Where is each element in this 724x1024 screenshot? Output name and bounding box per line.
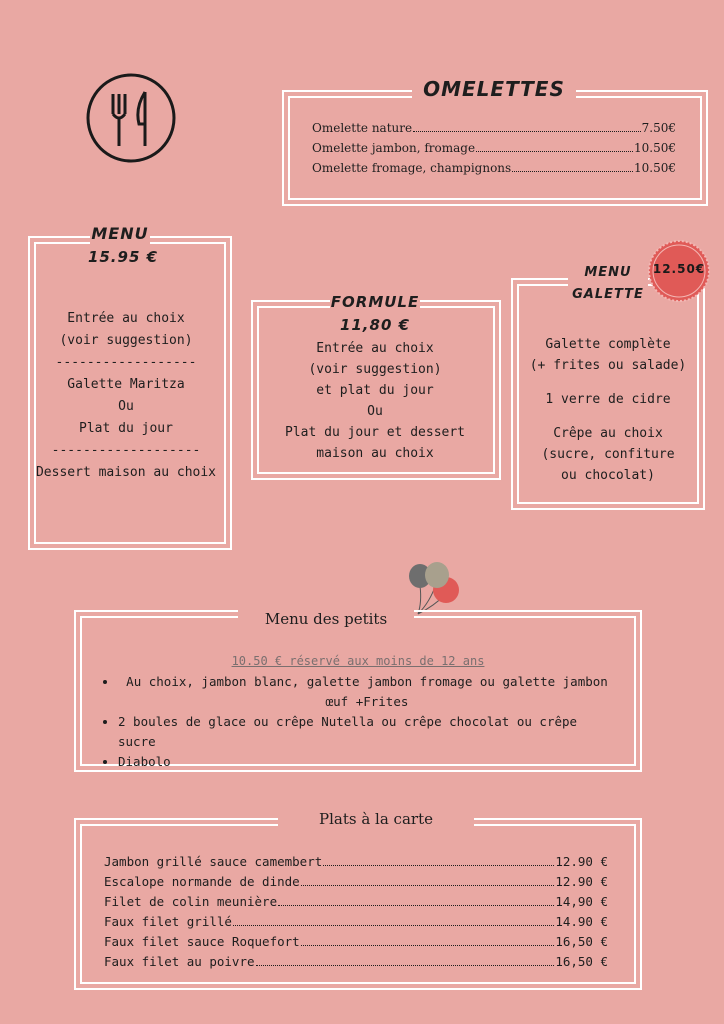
list-item: • Diabolo xyxy=(118,752,616,772)
dot-leader xyxy=(301,872,555,886)
item-name: Jambon grillé sauce camembert xyxy=(104,854,323,869)
item-price: 12.90 € xyxy=(555,854,608,869)
text-line: Ou xyxy=(367,404,383,419)
text-line: Dessert maison au choix xyxy=(35,465,216,480)
text-line xyxy=(520,410,696,423)
kids-list xyxy=(96,672,616,772)
text-line: (+ frites ou salade) xyxy=(529,358,687,373)
menu-body xyxy=(34,308,218,484)
item-name: Faux filet grillé xyxy=(104,914,232,929)
fork-knife-icon xyxy=(85,72,177,164)
text-line: Plat du jour xyxy=(79,421,173,436)
price-row xyxy=(104,912,608,932)
text-line: Crêpe au choix xyxy=(553,426,663,441)
list-item: • 2 boules de glace ou crêpe Nutella ou crêpe chocolat ou crêpe sucre xyxy=(118,712,616,752)
item-name: Filet de colin meunière xyxy=(104,894,278,909)
item-price: 16,50 € xyxy=(555,954,608,969)
item-price: 12.90 € xyxy=(555,874,608,889)
item-price: 10.50€ xyxy=(634,141,676,155)
text-line: (voir suggestion) xyxy=(59,333,193,348)
list-item: • Au choix, jambon blanc, galette jambon fromage ou galette jambon œuf +Frites xyxy=(118,672,616,712)
text-line: et plat du jour xyxy=(316,383,434,398)
item-name: Omelette nature xyxy=(312,121,413,135)
price-row xyxy=(312,158,676,178)
item-price: 7.50€ xyxy=(641,121,676,135)
item-name: Faux filet sauce Roquefort xyxy=(104,934,300,949)
dot-leader xyxy=(323,852,554,866)
dot-leader xyxy=(512,158,633,172)
dot-leader xyxy=(278,892,554,906)
price-row xyxy=(104,952,608,972)
dot-leader xyxy=(413,118,641,132)
price-row xyxy=(104,852,608,872)
text-line: 1 verre de cidre xyxy=(545,392,671,407)
galette-title xyxy=(568,262,648,306)
carte-list xyxy=(104,852,608,972)
text-line: Ou xyxy=(118,399,134,414)
item-name: Omelette fromage, champignons xyxy=(312,161,512,175)
price-row xyxy=(104,892,608,912)
galette-title-line1: MENU xyxy=(584,265,632,280)
galette-title-line2: GALETTE xyxy=(572,287,644,302)
item-price: 14,90 € xyxy=(555,894,608,909)
text-line xyxy=(520,376,696,389)
text-line: Galette complète xyxy=(545,337,671,352)
item-price: 14.90 € xyxy=(555,914,608,929)
kids-subtitle: 10.50 € réservé aux moins de 12 ans xyxy=(231,654,485,668)
dot-leader xyxy=(256,952,555,966)
text-line: Plat du jour et dessert xyxy=(284,425,465,440)
item-name: Faux filet au poivre xyxy=(104,954,255,969)
price-row xyxy=(312,118,676,138)
text-line: (voir suggestion) xyxy=(308,362,442,377)
kids-title: Menu des petits xyxy=(238,604,414,634)
item-price: 10.50€ xyxy=(634,161,676,175)
dot-leader xyxy=(301,932,555,946)
carte-title: Plats à la carte xyxy=(278,804,474,834)
text-line: ------------------- xyxy=(51,443,201,458)
text-line: ------------------ xyxy=(55,355,197,370)
formule-title: FORMULE xyxy=(330,290,420,314)
galette-body xyxy=(520,334,696,486)
formule-price: 11,80 € xyxy=(339,316,411,334)
text-line: Entrée au choix xyxy=(316,341,434,356)
price-badge xyxy=(648,240,710,302)
dot-leader xyxy=(233,912,554,926)
text-line: (sucre, confiture xyxy=(541,447,675,462)
price-row xyxy=(104,872,608,892)
text-line: ou chocolat) xyxy=(561,468,655,483)
dot-leader xyxy=(476,138,633,152)
price-row xyxy=(312,138,676,158)
text-line: Galette Maritza xyxy=(67,377,185,392)
text-line: maison au choix xyxy=(316,446,434,461)
menu-price: 15.95 € xyxy=(87,248,159,266)
menu-title: MENU xyxy=(90,222,150,246)
price-badge-label: 12.50€ xyxy=(652,262,706,276)
item-name: Escalope normande de dinde xyxy=(104,874,300,889)
item-price: 16,50 € xyxy=(555,934,608,949)
formule-body xyxy=(262,338,488,464)
omelettes-title: OMELETTES xyxy=(412,74,576,104)
text-line: Entrée au choix xyxy=(67,311,185,326)
omelettes-list xyxy=(312,118,676,178)
item-name: Omelette jambon, fromage xyxy=(312,141,476,155)
price-row xyxy=(104,932,608,952)
